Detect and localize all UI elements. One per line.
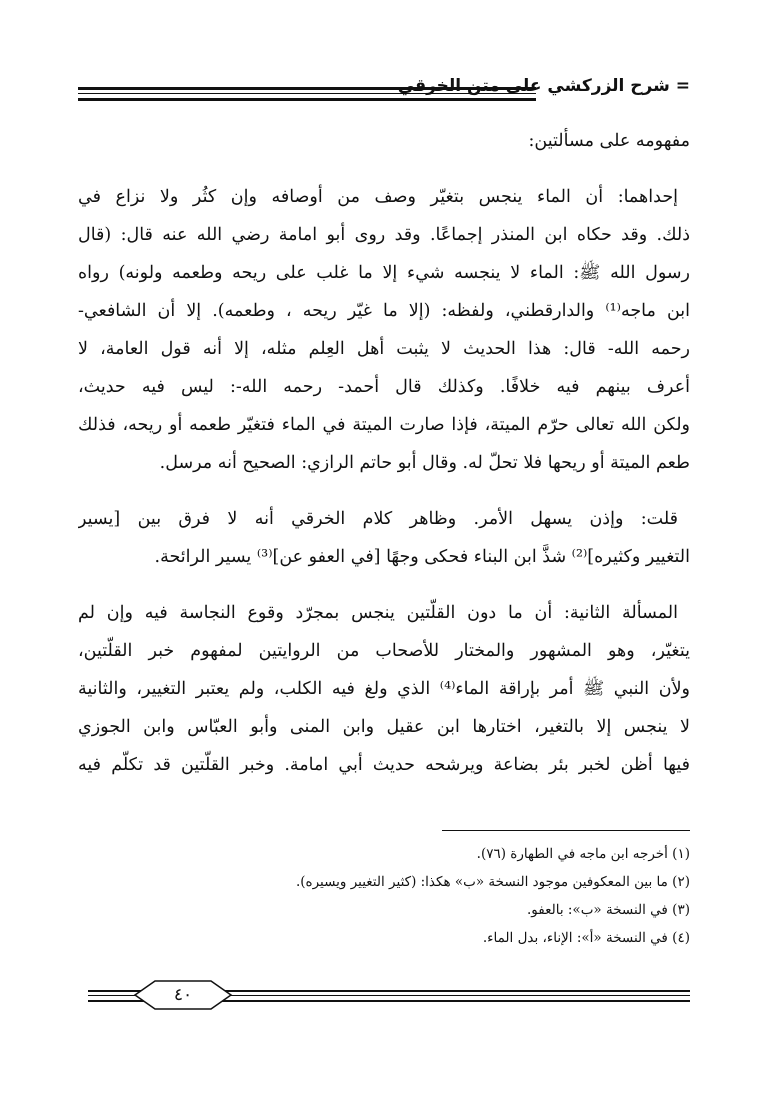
footnote: (٢) ما بين المعكوفين موجود النسخة «ب» هكذا: (كثير التغيير ويسيره). <box>295 874 690 890</box>
text-line: أعرف بينهم فيه خلافًا. وكذلك قال أحمد- رحمه الله-: ليس فيه حديث، <box>78 377 690 397</box>
text-line: إحداهما: أن الماء ينجس بتغيّر وصف من أوصافه وإن كثُر ولا نزاع في <box>78 187 678 207</box>
footnote: (٤) في النسخة «أ»: الإناء، بدل الماء. <box>482 930 690 946</box>
text-line: رسول الله ﷺ: الماء لا ينجسه شيء إلا ما غلب على ريحه وطعمه ولونه) رواه <box>78 263 690 283</box>
header-rule <box>78 98 536 101</box>
running-header <box>78 76 690 106</box>
page-number-frame <box>133 980 233 1010</box>
text-line: ابن ماجه⁽¹⁾ والدارقطني، ولفظه: (إلا ما غيّر ريحه ، وطعمه). إلا أن الشافعي- <box>78 301 690 321</box>
text-line: ولكن الله تعالى حرّم الميتة، فإذا صارت الميتة في الماء فتغيّر طعمه أو ريحه، فذلك <box>78 415 690 435</box>
footer-rule <box>218 1000 690 1002</box>
text-line: ولأن النبي ﷺ أمر بإراقة الماء⁽⁴⁾ الذي ولغ فيه الكلب، ولم يعتبر التغيير، والثانية <box>78 679 690 699</box>
text-line: ذلك. وقد حكاه ابن المنذر إجماعًا. وقد روى أبو امامة رضي الله عنه قال: (قال <box>78 225 690 245</box>
running-title: = شرح الزركشي على متن الخرقي <box>397 76 690 96</box>
footnote-separator <box>442 830 690 831</box>
text-line: فيها أظن لخبر بئر بضاعة ويرشحه حديث أبي امامة. وخبر القلّتين قد تكلّم فيه <box>78 755 690 775</box>
text-line: طعم الميتة أو ريحها فلا تحلّ له. وقال أبو حاتم الرازي: الصحيح أنه مرسل. <box>159 453 690 473</box>
text-line: مفهومه على مسألتين: <box>528 131 690 151</box>
footnote: (٣) في النسخة «ب»: بالعفو. <box>527 902 690 918</box>
footer-rule <box>218 995 690 996</box>
text-line: لا ينجس إلا بالتغير، اختارها ابن عقيل وابن المنى وأبو العبّاس وابن الجوزي <box>78 717 690 737</box>
text-line: قلت: وإذن يسهل الأمر. وظاهر كلام الخرقي أنه لا فرق بين [يسير <box>78 509 678 529</box>
footnote: (١) أخرجه ابن ماجه في الطهارة (٧٦). <box>476 846 690 862</box>
text-line: رحمه الله- قال: هذا الحديث لا يثبت أهل العِلم مثله، إلا أنه قول العامة، لا <box>78 339 690 359</box>
footer-rule <box>218 990 690 992</box>
text-line: يتغيّر، وهو المشهور والمختار للأصحاب من الروايتين لمفهوم خبر القلّتين، <box>78 641 690 661</box>
text-line: المسألة الثانية: أن ما دون القلّتين ينجس بمجرّد وقوع النجاسة فيه وإن لم <box>78 603 678 623</box>
page-number: ٤٠ <box>173 985 193 1005</box>
text-line: التغيير وكثيره]⁽²⁾ شذَّ ابن البناء فحكى وجهًا [في العفو عن]⁽³⁾ يسير الرائحة. <box>154 547 690 567</box>
